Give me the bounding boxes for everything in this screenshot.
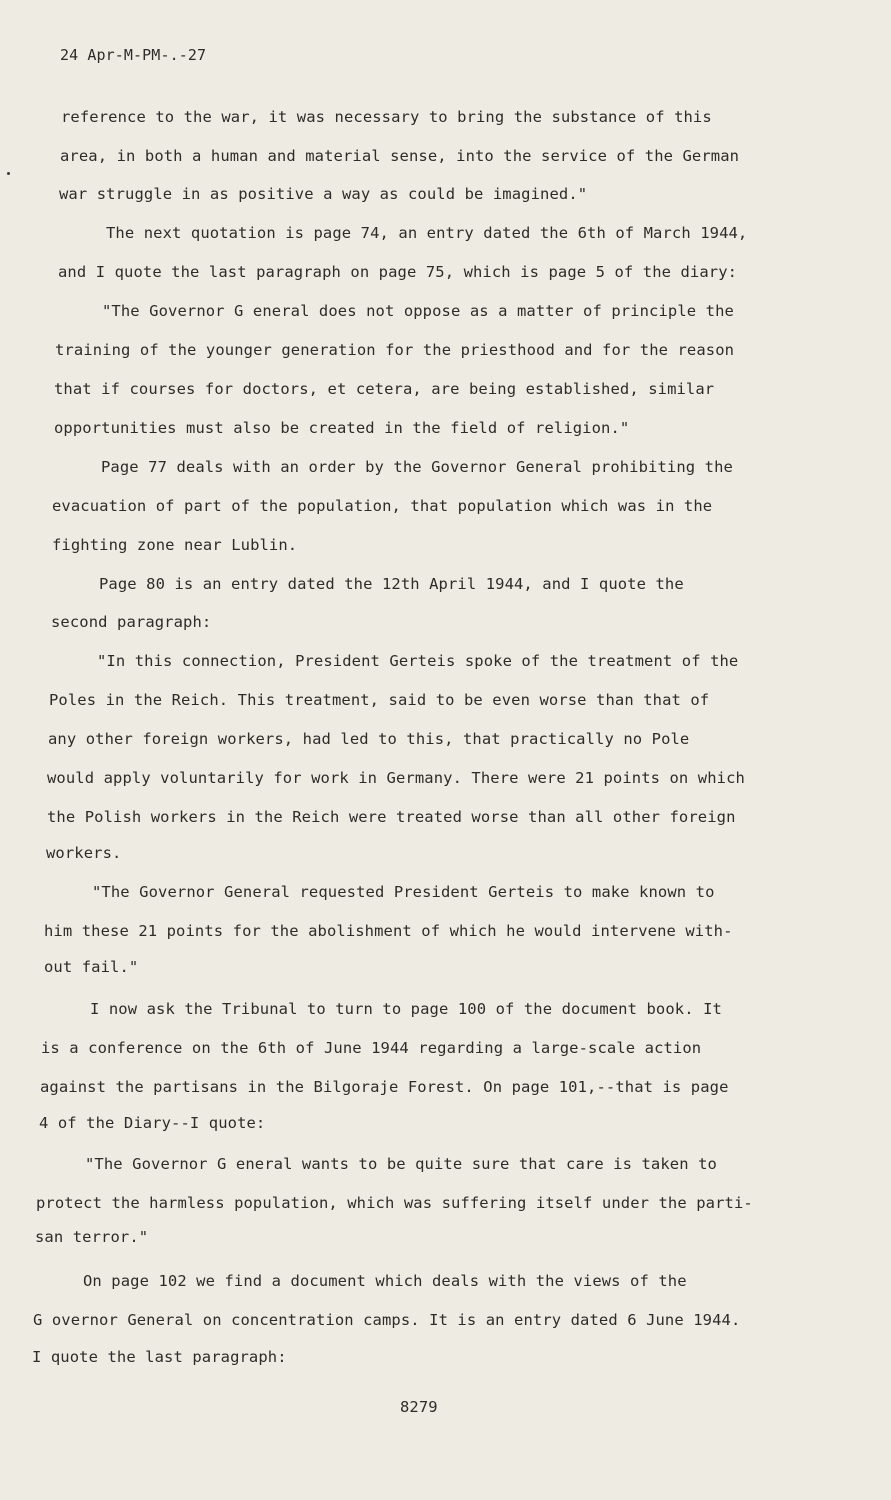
margin-mark <box>7 172 10 175</box>
text-line: and I quote the last paragraph on page 75, which is page 5 of the diary: <box>58 263 738 281</box>
text-line: him these 21 points for the abolishment of which he would intervene with- <box>44 922 733 940</box>
text-line: "The Governor G eneral does not oppose as a matter of principle the <box>102 302 734 320</box>
text-line: against the partisans in the Bilgoraje Forest. On page 101,--that is page <box>40 1078 729 1096</box>
text-line: is a conference on the 6th of June 1944 regarding a large-scale action <box>41 1039 702 1057</box>
text-line: san terror." <box>35 1228 149 1246</box>
text-line: workers. <box>46 844 122 862</box>
text-line: any other foreign workers, had led to this, that practically no Pole <box>48 730 690 748</box>
text-line: reference to the war, it was necessary to bring the substance of this <box>61 108 712 126</box>
text-line: that if courses for doctors, et cetera, are being established, similar <box>54 380 715 398</box>
text-line: "The Governor G eneral wants to be quite sure that care is taken to <box>85 1155 717 1173</box>
text-line: second paragraph: <box>51 613 212 631</box>
text-line: G overnor General on concentration camps. It is an entry dated 6 June 1944. <box>33 1311 741 1329</box>
page-header: 24 Apr-M-PM-.-27 <box>60 46 207 64</box>
text-line: training of the younger generation for the priesthood and for the reason <box>55 341 735 359</box>
text-line: fighting zone near Lublin. <box>52 536 298 554</box>
text-line: war struggle in as positive a way as could be imagined." <box>59 185 588 203</box>
text-line: Poles in the Reich. This treatment, said to be even worse than that of <box>49 691 710 709</box>
page-number: 8279 <box>400 1398 438 1416</box>
text-line: Page 77 deals with an order by the Governor General prohibiting the <box>101 458 733 476</box>
text-line: I quote the last paragraph: <box>32 1348 287 1366</box>
text-line: opportunities must also be created in the field of religion." <box>54 419 630 437</box>
text-line: Page 80 is an entry dated the 12th April 1944, and I quote the <box>99 575 684 593</box>
text-line: out fail." <box>44 958 139 976</box>
text-line: 4 of the Diary--I quote: <box>39 1114 266 1132</box>
text-line: On page 102 we find a document which deals with the views of the <box>83 1272 687 1290</box>
text-line: I now ask the Tribunal to turn to page 100 of the document book. It <box>90 1000 722 1018</box>
text-line: the Polish workers in the Reich were treated worse than all other foreign <box>47 808 736 826</box>
text-line: "The Governor General requested President Gerteis to make known to <box>92 883 715 901</box>
text-line: protect the harmless population, which was suffering itself under the parti- <box>36 1194 753 1212</box>
text-line: area, in both a human and material sense, into the service of the German <box>60 147 740 165</box>
text-line: The next quotation is page 74, an entry dated the 6th of March 1944, <box>106 224 748 242</box>
text-line: "In this connection, President Gerteis spoke of the treatment of the <box>97 652 739 670</box>
text-line: would apply voluntarily for work in Germany. There were 21 points on which <box>47 769 745 787</box>
text-line: evacuation of part of the population, that population which was in the <box>52 497 713 515</box>
